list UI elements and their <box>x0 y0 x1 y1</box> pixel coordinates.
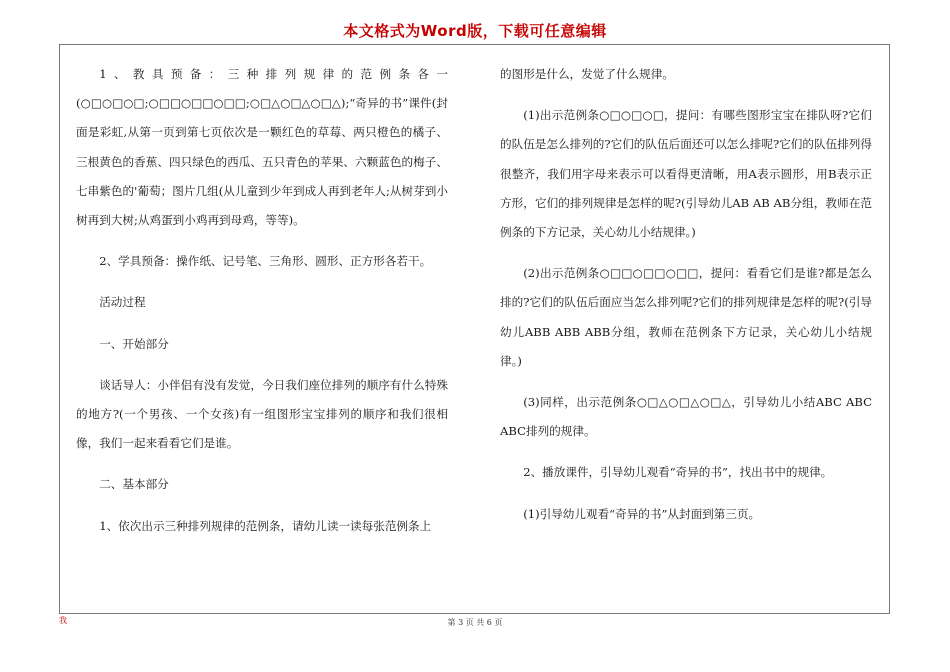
frame-line-bottom <box>59 613 890 614</box>
paragraph: (1)出示范例条○□○□○□，提问：有哪些图形宝宝在排队呀?它们的队伍是怎么排列的?它们的队伍后面还可以怎么排呢?它们的队伍排列得很整齐，我们用字母来表示可以看得更清晰，用A表示圆形，用B表示正方形，它们的排列规律是怎样的呢?(引导幼儿AB AB AB分组，教师在范例条的下方记录，关心幼儿小结规律。) <box>500 108 872 240</box>
page-footer: 第 3 页 共 6 页 <box>447 618 503 627</box>
frame-line-top <box>59 44 890 45</box>
left-column <box>76 60 448 541</box>
document-banner: 本文格式为Word版，下载可任意编辑 <box>343 22 607 40</box>
heading: 活动过程 <box>99 295 146 310</box>
paragraph: 1、教具预备：三种排列规律的范例条各一(○□○□○□;○□□○□□○□□;○□△○□△○□△);“奇异的书”课件(封面是彩虹,从第一页到第七页依次是一颗红色的草莓、两只橙色的橘子、三根黄色的香蕉、四只绿色的西瓜、五只青色的苹果、六颗蓝色的梅子、七串紫色的'葡萄；图片几组(从儿童到少年到成人再到老年人;从树芽到小树再到大树;从鸡蛋到小鸡再到母鸡，等等)。 <box>76 67 448 228</box>
frame-line-left <box>59 44 60 614</box>
paragraph: 2、播放课件，引导幼儿观看“奇异的书”，找出书中的规律。 <box>523 465 833 480</box>
heading: 一、开始部分 <box>99 336 169 351</box>
heading: 二、基本部分 <box>99 477 169 492</box>
frame-line-right <box>889 44 890 614</box>
paragraph: (3)同样，出示范例条○□△○□△○□△，引导幼儿小结ABC ABC ABC排列的规律。 <box>500 395 872 439</box>
paragraph: 1、依次出示三种排列规律的范例条，请幼儿读一读每张范例条上 <box>99 518 432 533</box>
paragraph: (2)出示范例条○□□○□□○□□，提问：看看它们是谁?都是怎么排的?它们的队伍后面应当怎么排列呢?它们的排列规律是怎样的呢?(引导幼儿ABB ABB ABB分组，教师在范例条下方记录，关心幼儿小结规律。) <box>500 266 872 368</box>
paragraph: (1)引导幼儿观看“奇异的书”从封面到第三页。 <box>523 506 761 521</box>
paragraph-continuation: 的图形是什么，发觉了什么规律。 <box>500 67 674 81</box>
right-column <box>500 60 872 529</box>
paragraph: 谈话导人：小伴侣有没有发觉，今日我们座位排列的顺序有什么特殊的地方?(一个男孩、一个女孩)有一组图形宝宝排列的顺序和我们很相像，我们一起来看看它们是谁。 <box>76 377 448 451</box>
paragraph: 2、学具预备：操作纸、记号笔、三角形、圆形、正方形各若干。 <box>99 254 432 269</box>
corner-mark: 我 <box>59 616 67 625</box>
